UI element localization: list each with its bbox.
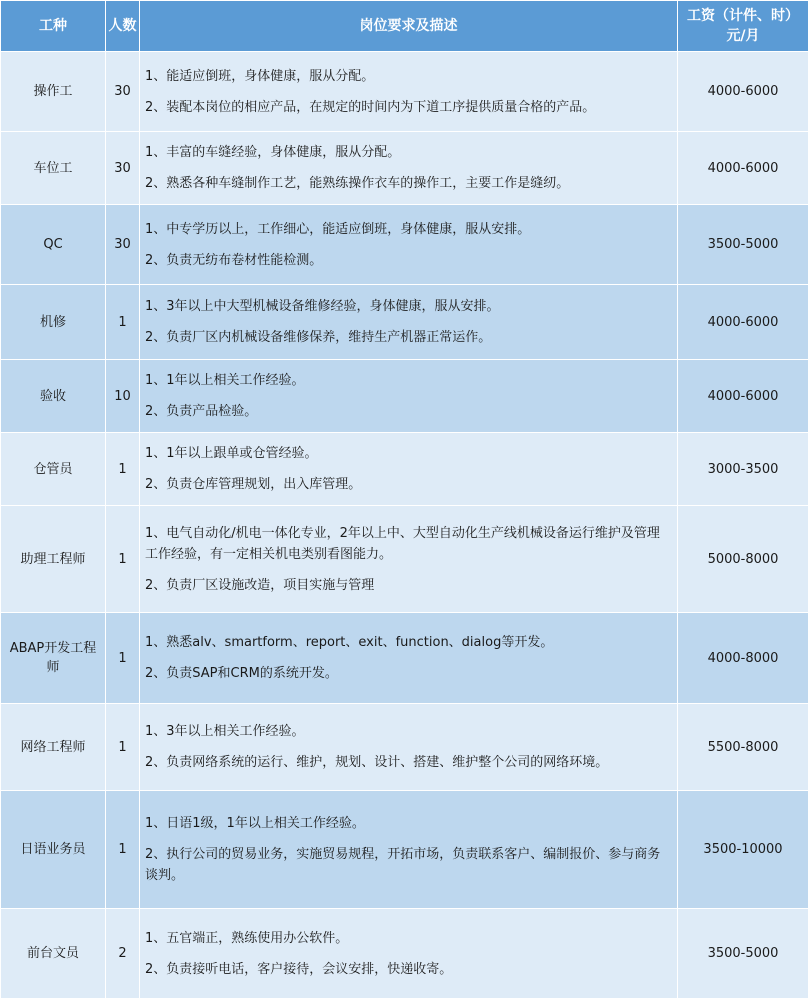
headcount: 1 bbox=[106, 613, 140, 704]
job-name: ABAP开发工程师 bbox=[1, 613, 106, 704]
requirement-1: 1、能适应倒班，身体健康，服从分配。 bbox=[145, 68, 375, 84]
requirement-1: 1、熟悉alv、smartform、report、exit、function、dialog等开发。 bbox=[145, 635, 554, 650]
salary: 5000-8000 bbox=[678, 506, 808, 613]
requirement-2: 2、负责网络系统的运行、维护，规划、设计、搭建、维护整个公司的网络环境。 bbox=[145, 755, 609, 770]
salary: 5500-8000 bbox=[678, 704, 808, 791]
requirement-1: 1、丰富的车缝经验，身体健康，服从分配。 bbox=[145, 145, 401, 160]
headcount: 1 bbox=[106, 285, 140, 360]
requirement-1: 1、3年以上中大型机械设备维修经验，身体健康，服从安排。 bbox=[145, 299, 500, 314]
header-job: 工种 bbox=[1, 1, 106, 52]
job-description bbox=[140, 360, 678, 433]
salary: 4000-6000 bbox=[678, 360, 808, 433]
table-row bbox=[1, 433, 808, 506]
job-description bbox=[140, 52, 678, 132]
job-name: 前台文员 bbox=[1, 909, 106, 999]
job-name: QC bbox=[1, 205, 106, 285]
headcount: 1 bbox=[106, 791, 140, 909]
job-description bbox=[140, 791, 678, 909]
salary: 3500-5000 bbox=[678, 205, 808, 285]
salary: 4000-6000 bbox=[678, 285, 808, 360]
header-description: 岗位要求及描述 bbox=[140, 1, 678, 52]
table-row bbox=[1, 791, 808, 909]
job-name: 仓管员 bbox=[1, 433, 106, 506]
header-salary-line2: 元/月 bbox=[726, 28, 760, 44]
headcount: 30 bbox=[106, 132, 140, 205]
salary: 3500-10000 bbox=[678, 791, 808, 909]
job-description bbox=[140, 613, 678, 704]
header-count: 人数 bbox=[106, 1, 140, 52]
requirement-2: 2、负责产品检验。 bbox=[145, 404, 258, 419]
headcount: 30 bbox=[106, 52, 140, 132]
table-row bbox=[1, 285, 808, 360]
headcount: 30 bbox=[106, 205, 140, 285]
requirement-2: 2、负责厂区设施改造，项目实施与管理 bbox=[145, 577, 375, 593]
job-name: 车位工 bbox=[1, 132, 106, 205]
job-description bbox=[140, 205, 678, 285]
header-salary-line1: 工资（计件、时） bbox=[687, 8, 799, 24]
job-name: 机修 bbox=[1, 285, 106, 360]
job-description bbox=[140, 132, 678, 205]
headcount: 1 bbox=[106, 506, 140, 613]
requirement-1: 1、五官端正，熟练使用办公软件。 bbox=[145, 930, 349, 946]
requirement-1: 1、中专学历以上，工作细心，能适应倒班，身体健康，服从安排。 bbox=[145, 221, 531, 237]
salary: 3000-3500 bbox=[678, 433, 808, 506]
table-row bbox=[1, 613, 808, 704]
headcount: 1 bbox=[106, 704, 140, 791]
job-name: 验收 bbox=[1, 360, 106, 433]
requirement-1: 1、日语1级，1年以上相关工作经验。 bbox=[145, 816, 365, 831]
table-row bbox=[1, 506, 808, 613]
job-name: 操作工 bbox=[1, 52, 106, 132]
table-row bbox=[1, 205, 808, 285]
header-row bbox=[1, 1, 808, 52]
job-description bbox=[140, 704, 678, 791]
headcount: 2 bbox=[106, 909, 140, 999]
job-description bbox=[140, 433, 678, 506]
job-name: 网络工程师 bbox=[1, 704, 106, 791]
requirement-2: 2、负责SAP和CRM的系统开发。 bbox=[145, 666, 338, 681]
salary: 4000-6000 bbox=[678, 52, 808, 132]
requirement-2: 2、负责无纺布卷材性能检测。 bbox=[145, 252, 323, 268]
salary: 4000-8000 bbox=[678, 613, 808, 704]
requirement-1: 1、3年以上相关工作经验。 bbox=[145, 724, 305, 739]
job-description bbox=[140, 506, 678, 613]
job-name: 日语业务员 bbox=[1, 791, 106, 909]
header-salary bbox=[678, 1, 808, 52]
table-row bbox=[1, 360, 808, 433]
table-row bbox=[1, 909, 808, 999]
job-name: 助理工程师 bbox=[1, 506, 106, 613]
requirement-2: 2、负责厂区内机械设备维修保养，维持生产机器正常运作。 bbox=[145, 330, 492, 345]
headcount: 1 bbox=[106, 433, 140, 506]
salary: 3500-5000 bbox=[678, 909, 808, 999]
job-description bbox=[140, 909, 678, 999]
salary: 4000-6000 bbox=[678, 132, 808, 205]
table-row bbox=[1, 132, 808, 205]
requirement-2: 2、装配本岗位的相应产品，在规定的时间内为下道工序提供质量合格的产品。 bbox=[145, 99, 596, 115]
requirement-1: 1、电气自动化/机电一体化专业，2年以上中、大型自动化生产线机械设备运行维护及管理工作经验，有一定相关机电类别看图能力。 bbox=[145, 525, 660, 562]
table-row bbox=[1, 52, 808, 132]
requirement-2: 2、执行公司的贸易业务，实施贸易规程，开拓市场，负责联系客户、编制报价、参与商务谈判。 bbox=[145, 847, 661, 883]
requirement-1: 1、1年以上相关工作经验。 bbox=[145, 373, 305, 388]
table-row bbox=[1, 704, 808, 791]
requirement-1: 1、1年以上跟单或仓管经验。 bbox=[145, 446, 318, 461]
requirement-2: 2、负责仓库管理规划，出入库管理。 bbox=[145, 477, 362, 492]
job-description bbox=[140, 285, 678, 360]
requirement-2: 2、熟悉各种车缝制作工艺，能熟练操作衣车的操作工，主要工作是缝纫。 bbox=[145, 176, 570, 191]
requirement-2: 2、负责接听电话，客户接待，会议安排，快递收寄。 bbox=[145, 961, 453, 977]
headcount: 10 bbox=[106, 360, 140, 433]
